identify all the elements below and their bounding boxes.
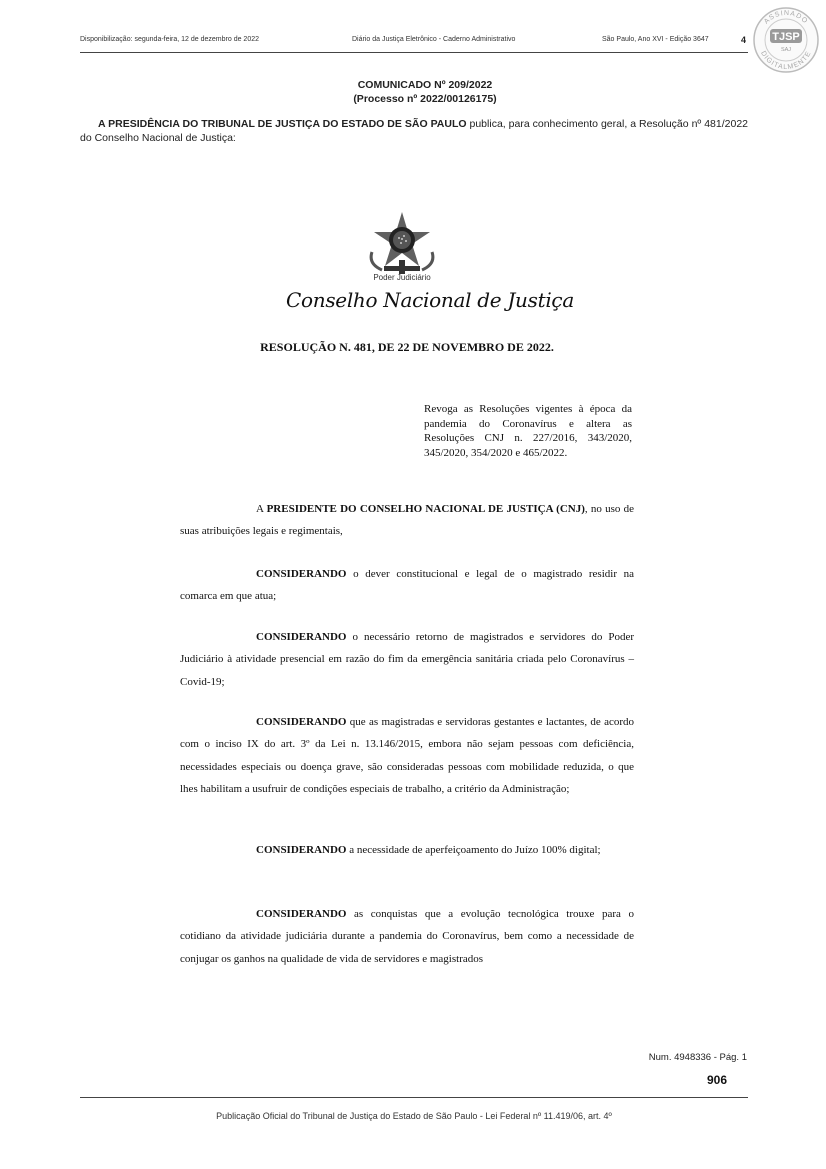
seal-top-text: ASSINADO — [762, 9, 810, 26]
considerando-label: CONSIDERANDO — [256, 844, 347, 856]
tjsp-seal-icon — [752, 6, 820, 74]
footer-page-number: 906 — [706, 1073, 727, 1087]
paragraph-considerando-4 — [180, 839, 634, 861]
header-page-number: 4 — [741, 35, 747, 45]
considerando-text: o necessário retorno de magistrados e servidores do Poder Judiciário à atividade presencial em razão do fim da emergência sanitária criada pelo Coronavírus – Covid-19; — [180, 631, 634, 688]
intro-paragraph — [80, 117, 748, 145]
seal-mark: TJSP — [772, 31, 800, 43]
paragraph-considerando-5 — [180, 903, 634, 970]
comunicado-heading — [80, 78, 770, 106]
considerando-text: a necessidade de aperfeiçoamento do Juízo 100% digital; — [346, 844, 601, 856]
considerando-text: as conquistas que a evolução tecnológica trouxe para o cotidiano da atividade judiciária durante a pandemia do Coronavírus, bem como a necessidade de conjugar os ganhos na qualidade de vida de servidores e magistrados — [180, 908, 634, 965]
logo-cnj-name: Conselho Nacional de Justiça — [286, 288, 574, 312]
footer-divider — [80, 1097, 748, 1098]
header-journal: Diário da Justiça Eletrônico - Caderno Administrativo — [352, 36, 516, 43]
header-date: Disponibilização: segunda-feira, 12 de dezembro de 2022 — [80, 36, 260, 43]
seal-bottom-text: DIGITALMENTE — [759, 50, 813, 72]
seal-sub: SAJ — [780, 47, 792, 53]
header-edition: São Paulo, Ano XVI - Edição 3647 — [602, 36, 709, 43]
paragraph-considerando-3 — [180, 711, 634, 800]
ementa: Revoga as Resoluções vigentes à época da pandemia do Coronavírus e altera as Resoluções CNJ n. 227/2016, 343/2020, 345/2020, 354/2020 e 465/2022. — [424, 403, 632, 459]
preamble-bold: PRESIDENTE DO CONSELHO NACIONAL DE JUSTIÇA (CNJ) — [266, 503, 585, 515]
considerando-label: CONSIDERANDO — [256, 568, 347, 580]
footer-publication: Publicação Oficial do Tribunal de Justiça do Estado de São Paulo - Lei Federal nº 11.419/06, art. 4º — [216, 1111, 612, 1121]
comunicado-processo: (Processo nº 2022/00126175) — [353, 93, 497, 105]
comunicado-title: COMUNICADO Nº 209/2022 — [357, 79, 493, 91]
considerando-text: que as magistradas e servidoras gestantes e lactantes, de acordo com o inciso IX do art. 3º da Lei n. 13.146/2015, embora não sejam pessoas com deficiência, necessidades especiais ou doença grave, são consideradas pessoas com mobilidade reduzida, o que lhes habilitam a usufruir de condições especiais de trabalho, a critério da Administração; — [180, 716, 634, 795]
considerando-label: CONSIDERANDO — [256, 716, 347, 728]
intro-rest: publica, para conhecimento geral, a Resolução nº 481/2022 do Conselho Nacional de Justiça: — [80, 118, 748, 144]
paragraph-considerando-1 — [180, 563, 634, 608]
considerando-label: CONSIDERANDO — [256, 631, 347, 643]
considerando-text: o dever constitucional e legal de o magistrado residir na comarca em que atua; — [180, 568, 634, 603]
intro-bold: A PRESIDÊNCIA DO TRIBUNAL DE JUSTIÇA DO ESTADO DE SÃO PAULO — [98, 118, 467, 130]
preamble-rest: , no uso de suas atribuições legais e regimentais, — [180, 503, 634, 538]
logo-org-label: Poder Judiciário — [373, 273, 431, 282]
considerando-label: CONSIDERANDO — [256, 908, 347, 920]
paragraph-preamble — [180, 498, 634, 543]
paragraph-considerando-2 — [180, 626, 634, 693]
resolution-title: RESOLUÇÃO N. 481, DE 22 DE NOVEMBRO DE 2022. — [260, 340, 554, 354]
footer-document-number: Num. 4948336 - Pág. 1 — [648, 1052, 747, 1063]
preamble-lead: A — [256, 503, 267, 515]
header-divider — [80, 52, 748, 53]
